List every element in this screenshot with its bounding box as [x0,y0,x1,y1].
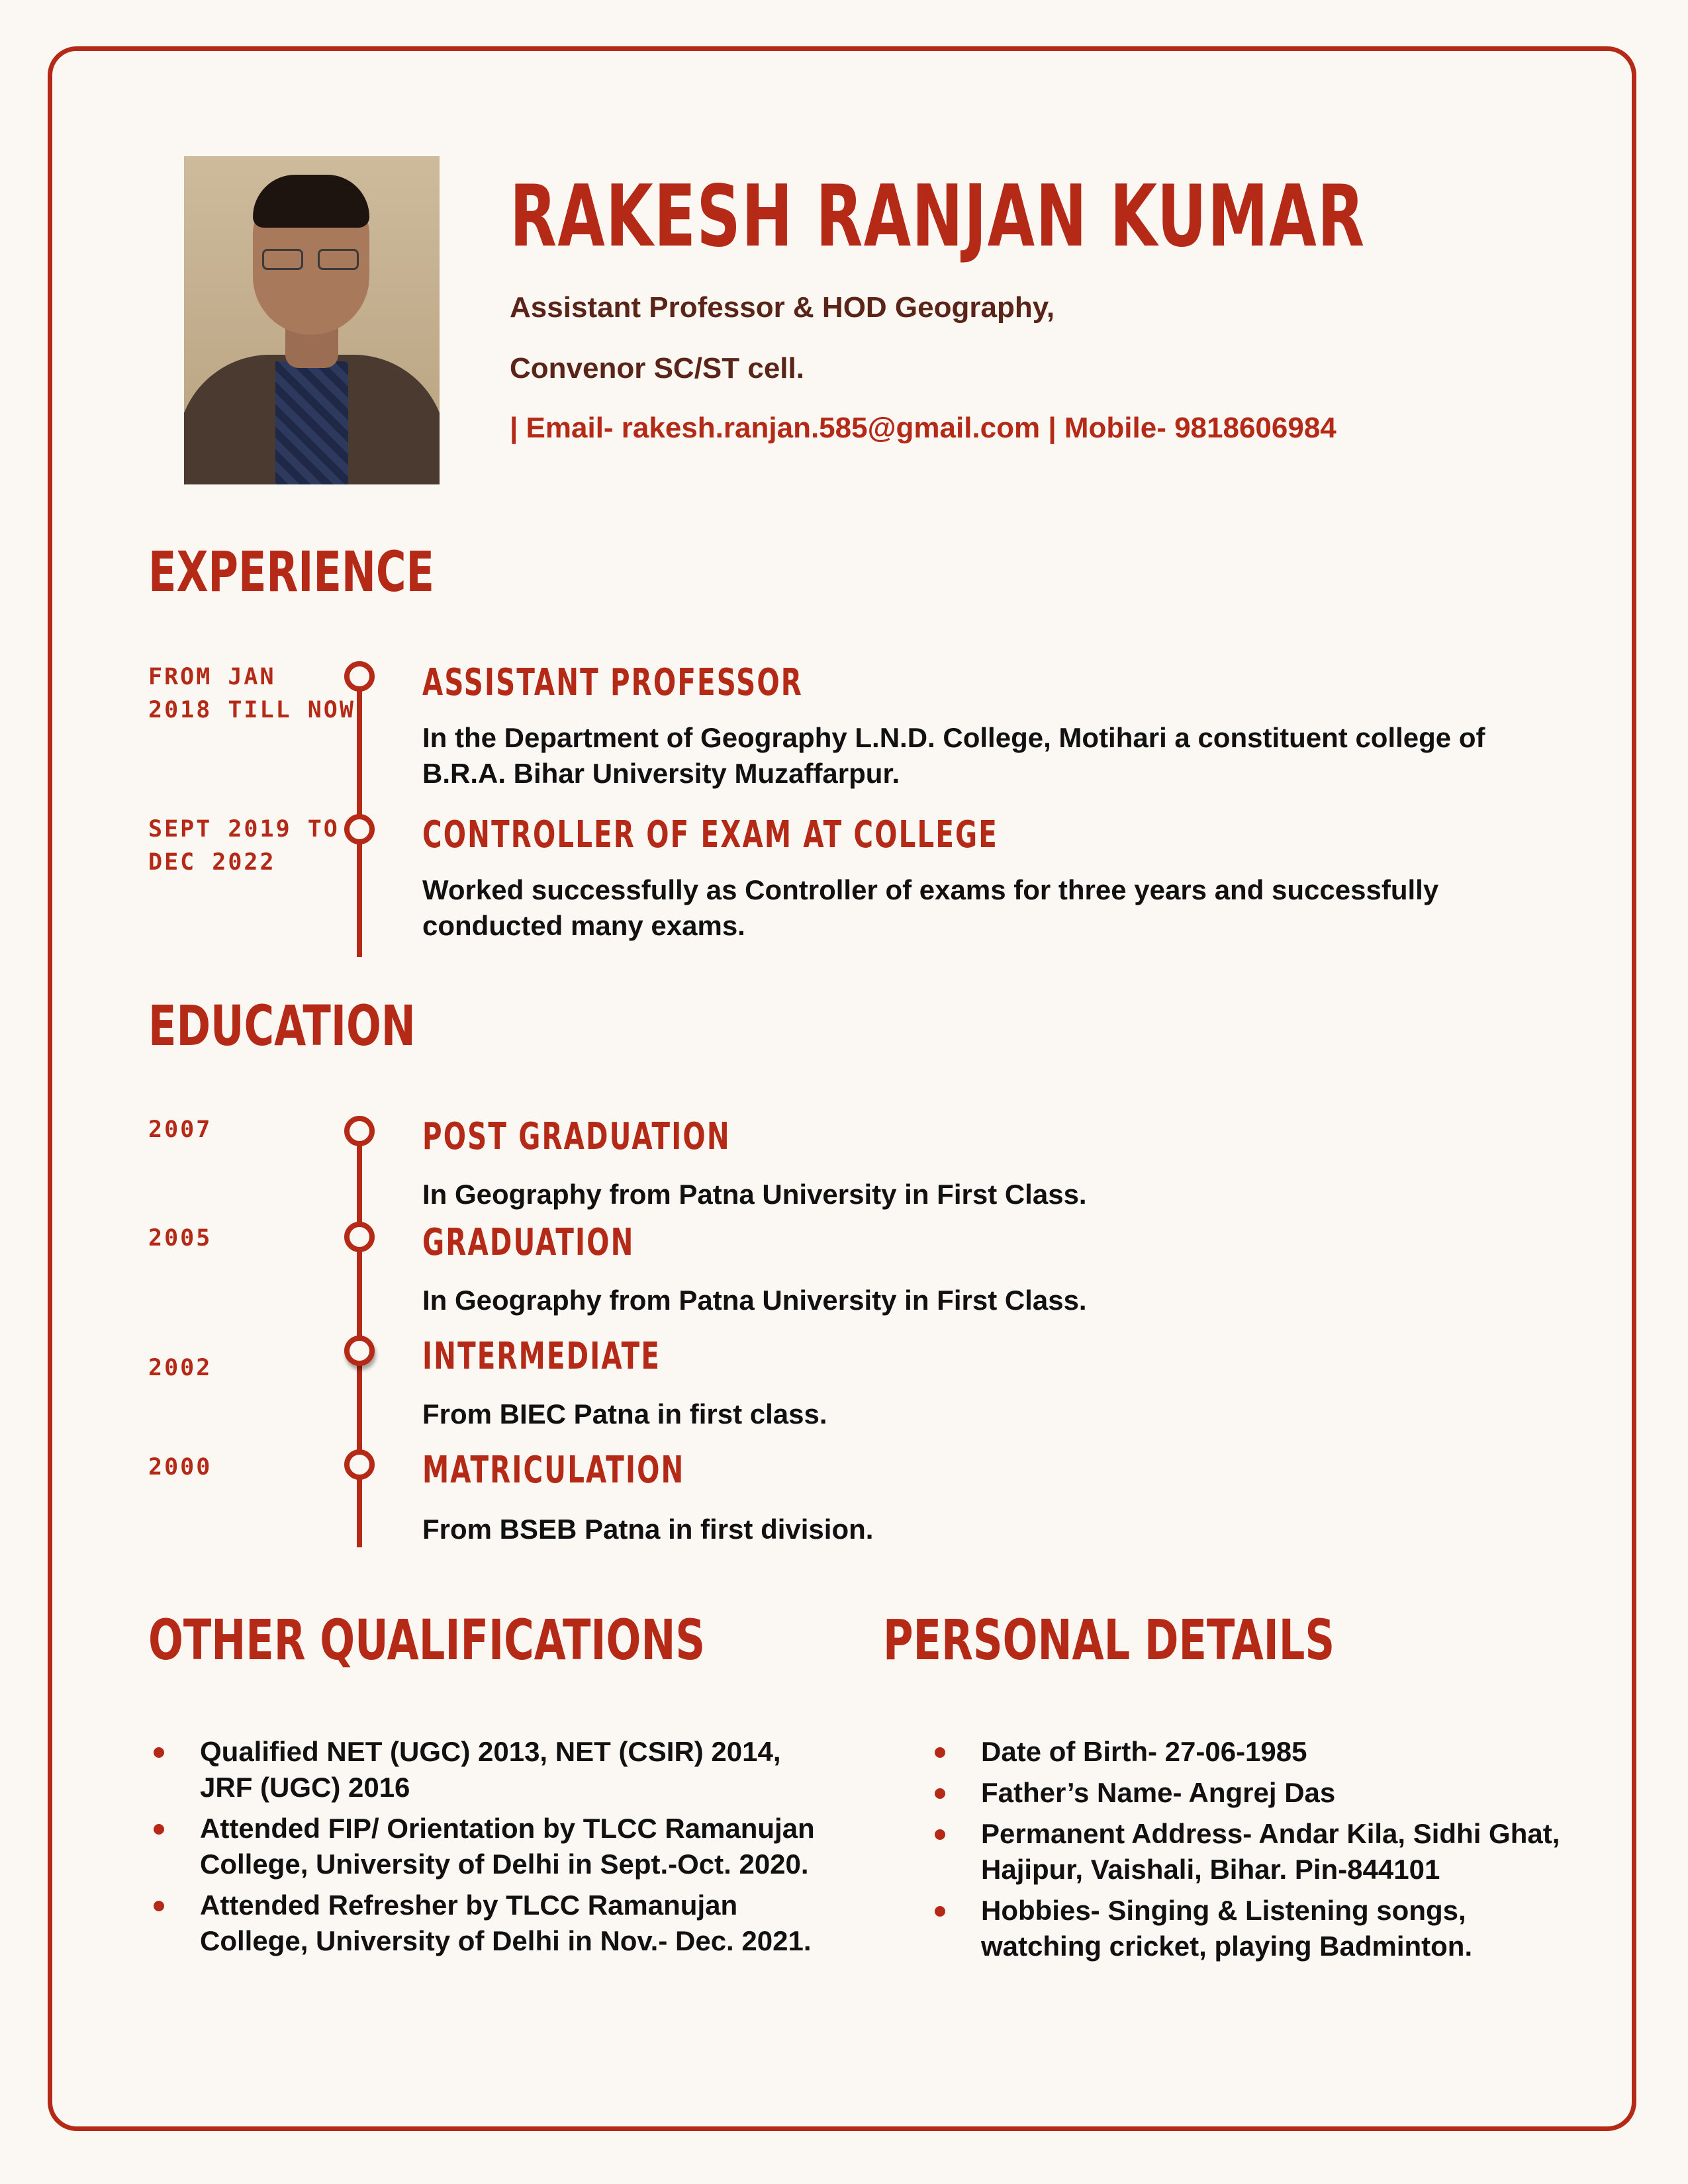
education-description: In Geography from Patna University in First Class. [422,1179,1087,1210]
education-heading: EDUCATION [148,993,416,1058]
education-title: POST GRADUATION [422,1115,731,1158]
experience-title: CONTROLLER OF EXAM AT COLLEGE [422,813,998,856]
education-description: In Geography from Patna University in First Class. [422,1285,1087,1316]
bullet-icon [154,1747,164,1758]
experience-title: ASSISTANT PROFESSOR [422,661,803,704]
bullet-icon [935,1906,945,1917]
timeline-node [344,814,375,844]
education-date: 2005 [148,1225,212,1251]
education-date: 2000 [148,1454,212,1480]
bullet-icon [154,1824,164,1835]
qualifications-list [148,1734,817,1964]
list-item: Father’s Name- Angrej Das [929,1775,1565,1811]
role: Convenor SC/ST cell. [510,352,804,385]
education-title: GRADUATION [422,1221,635,1264]
profile-photo [184,156,440,484]
education-description: From BIEC Patna in first class. [422,1398,827,1430]
list-item: Hobbies- Singing & Listening songs, watching cricket, playing Badminton. [929,1893,1565,1964]
timeline-node [344,661,375,692]
experience-description: In the Department of Geography L.N.D. College, Motihari a constituent college of B.R.A. Bihar University Muzaffarpur. [422,722,1485,789]
contact-line: | Email- rakesh.ranjan.585@gmail.com | Mobile- 9818606984 [510,412,1336,444]
list-item: Date of Birth- 27-06-1985 [929,1734,1565,1770]
list-item: Permanent Address- Andar Kila, Sidhi Ghat, Hajipur, Vaishali, Bihar. Pin-844101 [929,1816,1565,1888]
bullet-icon [154,1901,164,1911]
timeline-node [344,1336,375,1366]
timeline-node [344,1222,375,1252]
education-date: 2002 [148,1355,212,1381]
education-description: From BSEB Patna in first division. [422,1514,874,1545]
bullet-icon [935,1747,945,1758]
designation: Assistant Professor & HOD Geography, [510,291,1055,324]
bullet-icon [935,1788,945,1799]
list-item: Qualified NET (UGC) 2013, NET (CSIR) 2014, JRF (UGC) 2016 [148,1734,817,1805]
personal-details-list [929,1734,1565,1970]
timeline-node [344,1449,375,1480]
list-item: Attended FIP/ Orientation by TLCC Ramanujan College, University of Delhi in Sept.-Oct. 2020. [148,1811,817,1882]
experience-description: Worked successfully as Controller of exams for three years and successfully conducted many exams. [422,874,1439,941]
experience-date: FROM JAN 2018 TILL NOW [148,664,355,723]
education-date: 2007 [148,1116,212,1143]
education-title: INTERMEDIATE [422,1335,661,1378]
education-title: MATRICULATION [422,1449,685,1492]
personal-details-heading: PERSONAL DETAILS [883,1608,1335,1672]
experience-date: SEPT 2019 TO DEC 2022 [148,816,340,876]
list-item: Attended Refresher by TLCC Ramanujan College, University of Delhi in Nov.- Dec. 2021. [148,1888,817,1959]
timeline-node [344,1116,375,1146]
candidate-name: RAKESH RANJAN KUMAR [510,167,1366,266]
other-qualifications-heading: OTHER QUALIFICATIONS [148,1608,706,1672]
bullet-icon [935,1829,945,1840]
experience-heading: EXPERIENCE [148,539,434,604]
